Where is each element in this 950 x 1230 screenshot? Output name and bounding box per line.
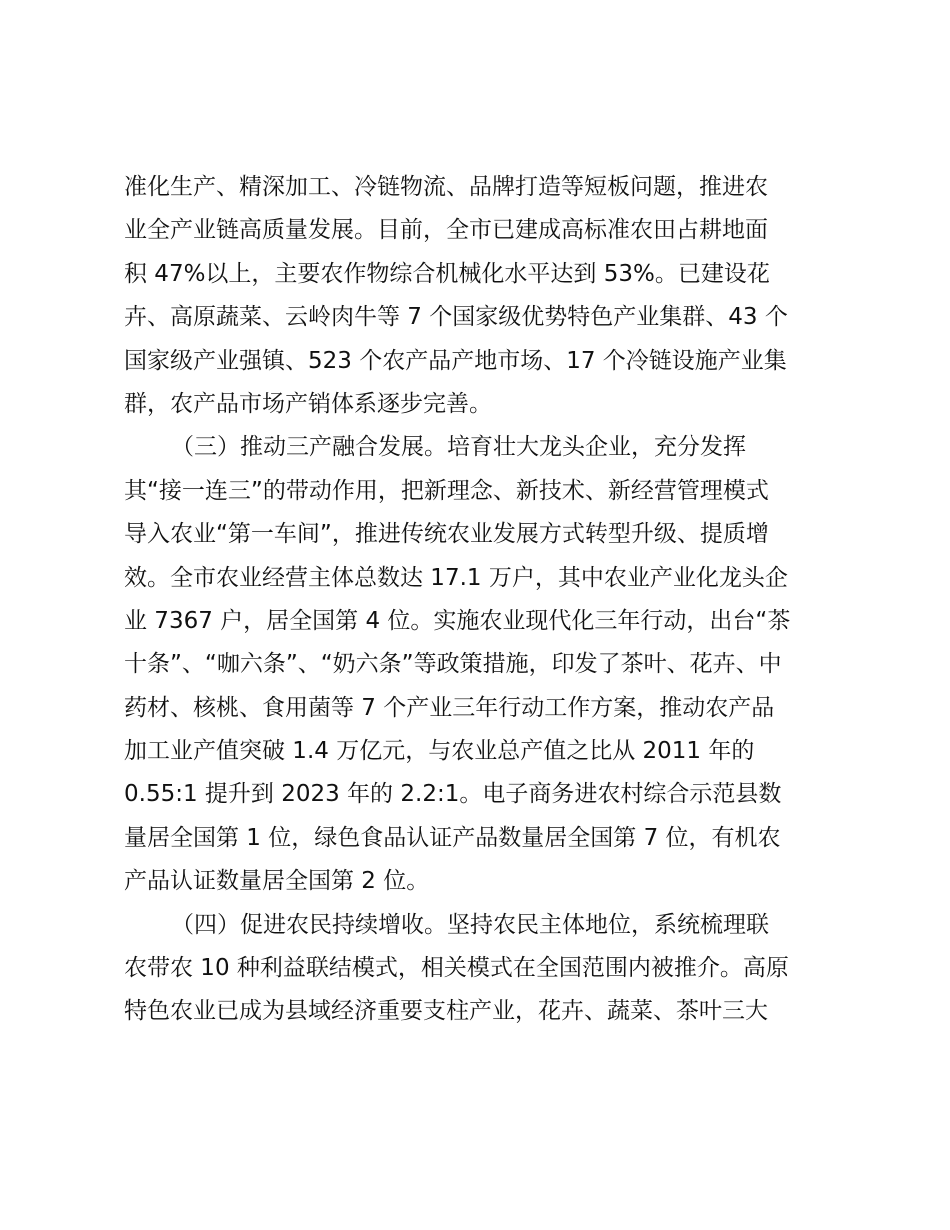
section-heading-line: （四）促进农民持续增收。坚持农民主体地位，系统梳理联 — [171, 911, 769, 938]
text-line: 其“接一连三”的带动作用，把新理念、新技术、新经营管理模式 — [124, 477, 769, 504]
text-line: 卉、高原蔬菜、云岭肉牛等 7 个国家级优势特色产业集群、43 个 — [124, 304, 788, 331]
text-line: 效。全市农业经营主体总数达 17.1 万户，其中农业产业化龙头企 — [124, 564, 788, 591]
text-line: 特色农业已成为县域经济重要支柱产业，花卉、蔬菜、茶叶三大 — [124, 998, 768, 1025]
text-line: 导入农业“第一车间”，推进传统农业发展方式转型升级、提质增 — [124, 521, 769, 548]
body-text — [124, 166, 836, 1034]
text-line: 农带农 10 种利益联结模式，相关模式在全国范围内被推介。高原 — [124, 955, 789, 982]
text-line: 十条”、“咖六条”、“奶六条”等政策措施，印发了茶叶、花卉、中 — [124, 651, 782, 678]
text-line: 加工业产值突破 1.4 万亿元，与农业总产值之比从 2011 年的 — [124, 738, 755, 765]
text-line: 群，农产品市场产销体系逐步完善。 — [124, 390, 492, 417]
section-heading-line: （三）推动三产融合发展。培育壮大龙头企业，充分发挥 — [171, 434, 746, 461]
text-line: 业全产业链高质量发展。目前，全市已建成高标准农田占耕地面 — [124, 217, 768, 244]
text-line: 量居全国第 1 位，绿色食品认证产品数量居全国第 7 位，有机农 — [124, 824, 781, 851]
text-line: 国家级产业强镇、523 个农产品产地市场、17 个冷链设施产业集 — [124, 347, 787, 374]
text-line: 0.55:1 提升到 2023 年的 2.2:1。电子商务进农村综合示范县数 — [124, 781, 782, 808]
text-line: 业 7367 户，居全国第 4 位。实施农业现代化三年行动，出台“茶 — [124, 607, 791, 634]
text-line: 药材、核桃、食用菌等 7 个产业三年行动工作方案，推动农产品 — [124, 694, 775, 721]
text-line: 准化生产、精深加工、冷链物流、品牌打造等短板问题，推进农 — [124, 174, 768, 200]
text-line: 积 47%以上，主要农作物综合机械化水平达到 53%。已建设花 — [124, 260, 770, 287]
text-line: 产品认证数量居全国第 2 位。 — [124, 868, 430, 895]
